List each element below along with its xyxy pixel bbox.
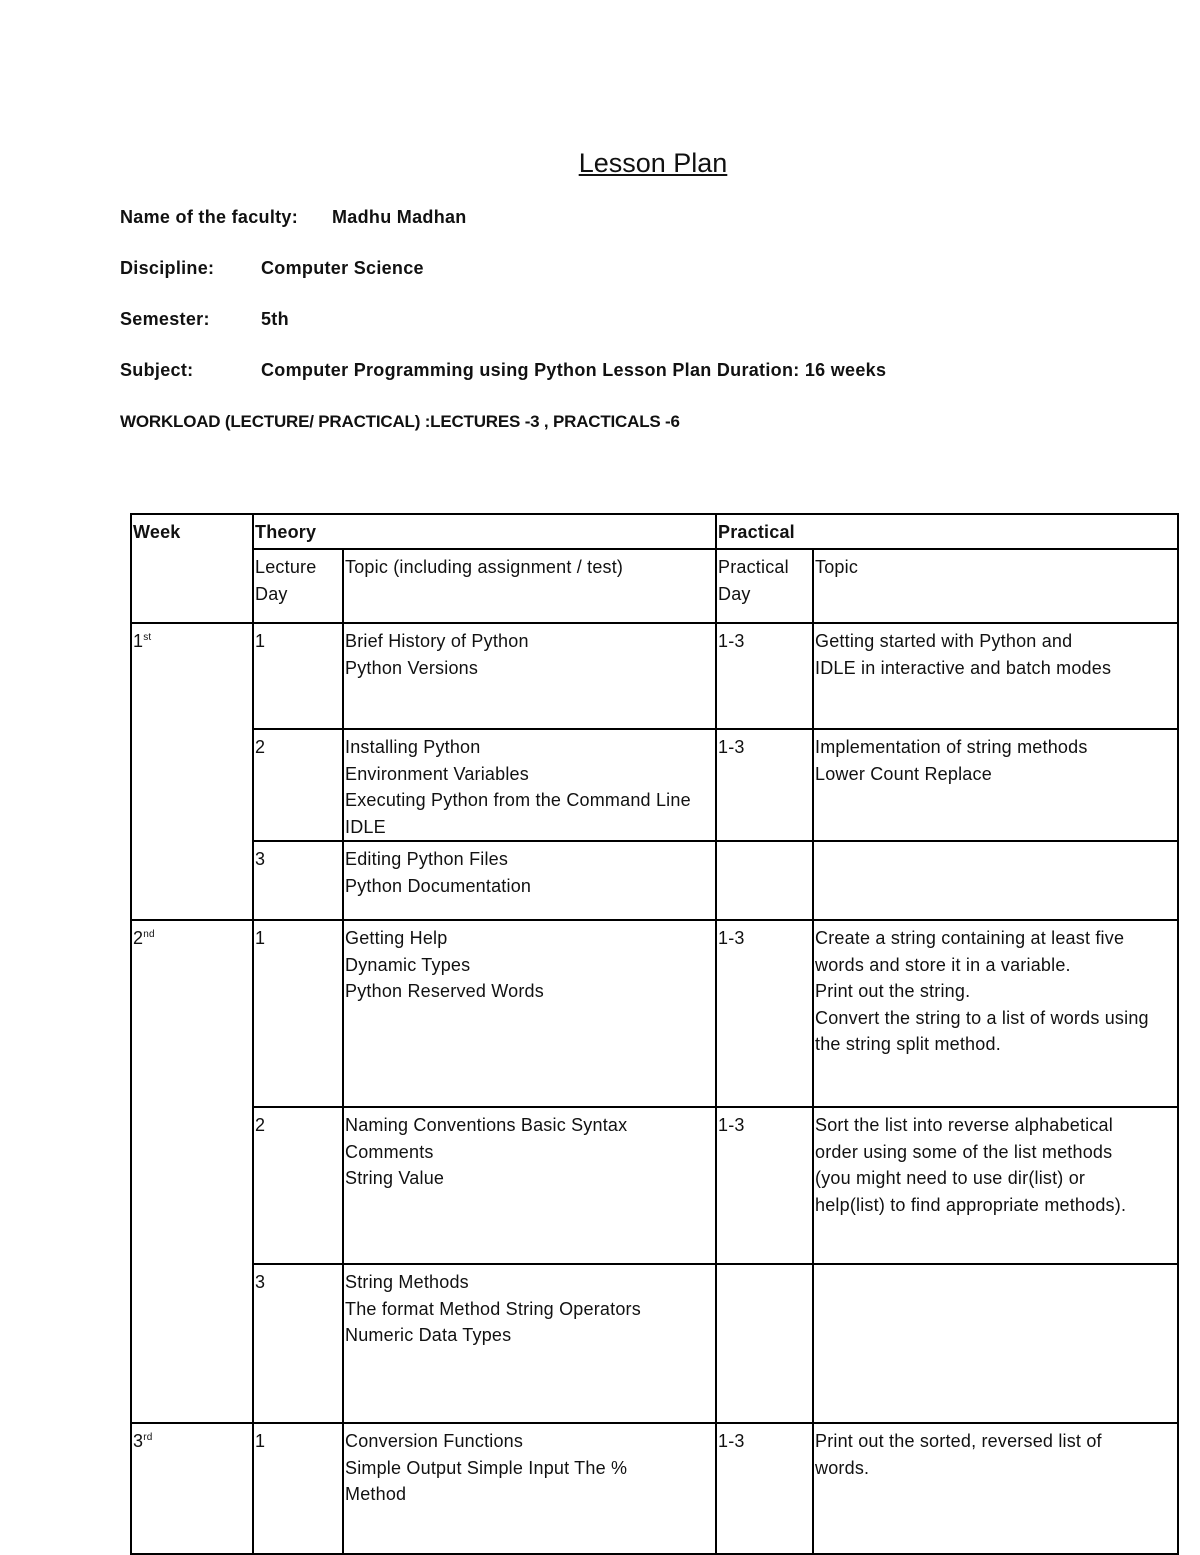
week-number: 2 [133,928,144,948]
theory-topic-cell: Conversion Functions Simple Output Simple Input The % Method [343,1423,716,1554]
semester-value: 5th [261,309,289,329]
header-theory-topic: Topic (including assignment / test) [343,549,716,623]
discipline-value: Computer Science [261,258,424,278]
practical-topic-cell [813,841,1178,920]
semester-label: Semester: [120,309,210,329]
practical-day-cell [716,841,813,920]
table-row [131,1107,1178,1264]
lecture-day-cell: 1 [253,1423,343,1554]
header-lecture-day: Lecture Day [253,549,343,623]
discipline-label: Discipline: [120,258,215,278]
header-practical-topic: Topic [813,549,1178,623]
practical-day-cell [716,1264,813,1423]
practical-topic-cell [813,1264,1178,1423]
lecture-day-cell: 1 [253,920,343,1107]
theory-topic-cell: Installing Python Environment Variables Executing Python from the Command Line IDLE [343,729,716,841]
theory-topic-cell: String Methods The format Method String Operators Numeric Data Types [343,1264,716,1423]
header-week: Week [131,514,253,623]
practical-day-cell: 1-3 [716,920,813,1107]
table-row [131,1423,1178,1554]
subject-row [120,360,887,381]
header-row-1 [131,514,1178,549]
practical-day-cell: 1-3 [716,1107,813,1264]
practical-day-cell: 1-3 [716,729,813,841]
header-practical-day: Practical Day [716,549,813,623]
header-practical: Practical [716,514,1178,549]
theory-topic-cell: Naming Conventions Basic Syntax Comments String Value [343,1107,716,1264]
subject-value: Computer Programming using Python Lesson Plan Duration: 16 weeks [261,360,887,380]
semester-row [120,309,289,330]
table-row [131,623,1178,729]
theory-topic-cell: Editing Python Files Python Documentation [343,841,716,920]
lecture-day-cell: 2 [253,729,343,841]
practical-topic-cell: Create a string containing at least five words and store it in a variable. Print out the string. Convert the string to a list of words using the string split method. [813,920,1178,1107]
lecture-day-cell: 1 [253,623,343,729]
workload: WORKLOAD (LECTURE/ PRACTICAL) :LECTURES -3 , PRACTICALS -6 [120,412,680,431]
faculty-value: Madhu Madhan [332,207,467,227]
faculty-label: Name of the faculty: [120,207,299,227]
theory-topic-cell: Brief History of Python Python Versions [343,623,716,729]
faculty-row [120,207,467,228]
practical-topic-cell: Print out the sorted, reversed list of words. [813,1423,1178,1554]
week-number: 3 [133,1431,144,1451]
table-row [131,920,1178,1107]
week-cell [131,1423,253,1554]
practical-day-cell: 1-3 [716,623,813,729]
week-suffix: rd [143,1432,153,1443]
week-suffix: nd [143,929,155,940]
subject-label: Subject: [120,360,194,380]
lecture-day-cell: 3 [253,1264,343,1423]
header-theory: Theory [253,514,716,549]
page-title: Lesson Plan [578,148,728,178]
practical-topic-cell: Implementation of string methods Lower Count Replace [813,729,1178,841]
table-row [131,729,1178,841]
week-cell [131,623,253,920]
header-row-2 [131,549,1178,623]
theory-topic-cell: Getting Help Dynamic Types Python Reserved Words [343,920,716,1107]
lecture-day-cell: 2 [253,1107,343,1264]
practical-topic-cell: Getting started with Python and IDLE in interactive and batch modes [813,623,1178,729]
lecture-day-cell: 3 [253,841,343,920]
week-cell [131,920,253,1423]
week-suffix: st [143,632,152,643]
discipline-row [120,258,424,279]
week-number: 1 [133,631,144,651]
practical-day-cell: 1-3 [716,1423,813,1554]
table-row [131,1264,1178,1423]
table-row [131,841,1178,920]
lesson-plan-table [130,513,1179,1555]
practical-topic-cell: Sort the list into reverse alphabetical order using some of the list methods (you might need to use dir(list) or help(list) to find appropriate methods). [813,1107,1178,1264]
